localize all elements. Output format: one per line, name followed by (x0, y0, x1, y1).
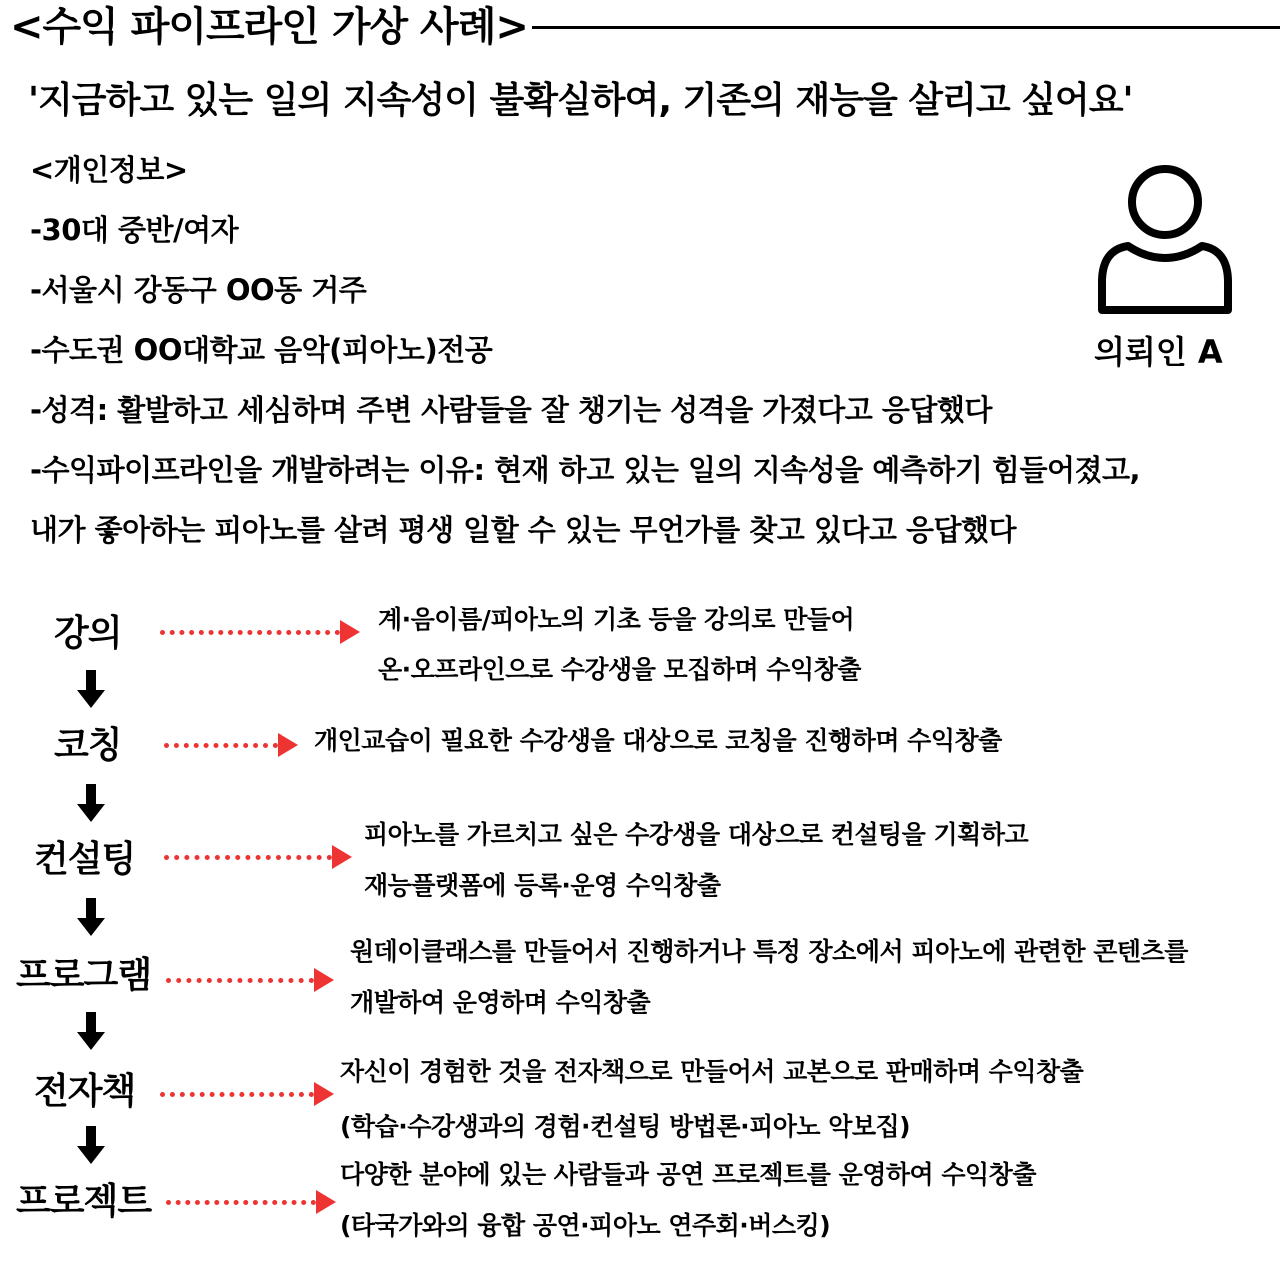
dotted-arrow-line (160, 1092, 314, 1097)
arrow-right-icon (340, 620, 360, 644)
info-personality: -성격: 활발하고 세심하며 주변 사람들을 잘 챙기는 성격을 가졌다고 응답했다 (30, 393, 992, 427)
step-label-ebook: 전자책 (34, 1071, 136, 1112)
info-location: -서울시 강동구 OO동 거주 (30, 273, 367, 307)
info-reason-line-2: 내가 좋아하는 피아노를 살려 평생 일할 수 있는 무언가를 찾고 있다고 응답했다 (30, 513, 1017, 547)
arrow-down-icon (76, 1126, 106, 1166)
person-icon (1088, 162, 1242, 330)
arrow-down-icon (76, 670, 106, 710)
dotted-arrow-line (166, 978, 314, 983)
info-education: -수도권 OO대학교 음악(피아노)전공 (30, 333, 493, 367)
dotted-arrow-line (164, 743, 278, 748)
arrow-down-icon (76, 898, 106, 938)
arrow-right-icon (278, 733, 298, 757)
step-desc-line: 자신이 경험한 것을 전자책으로 만들어서 교본으로 판매하며 수익창출 (340, 1057, 1084, 1086)
info-reason-line-1: -수익파이프라인을 개발하려는 이유: 현재 하고 있는 일의 지속성을 예측하기 힘들어졌고, (30, 453, 1141, 487)
step-label-coaching: 코칭 (54, 725, 122, 766)
step-desc-line: 원데이클래스를 만들어서 진행하거나 특정 장소에서 피아노에 관련한 콘텐츠를 (350, 937, 1188, 966)
arrow-right-icon (332, 845, 352, 869)
client-label: 의뢰인 A (1094, 333, 1223, 371)
step-desc-line: 재능플랫폼에 등록·운영 수익창출 (364, 871, 721, 900)
dotted-arrow-line (166, 1200, 316, 1205)
client-quote: '지금하고 있는 일의 지속성이 불확실하여, 기존의 재능을 살리고 싶어요' (28, 80, 1133, 121)
title-divider (532, 26, 1280, 29)
arrow-down-icon (76, 1012, 106, 1052)
arrow-right-icon (316, 1190, 336, 1214)
info-age-gender: -30대 중반/여자 (30, 213, 239, 247)
step-desc-line: 피아노를 가르치고 싶은 수강생을 대상으로 컨설팅을 기획하고 (364, 820, 1029, 849)
dotted-arrow-line (164, 855, 332, 860)
arrow-right-icon (314, 1082, 334, 1106)
page-title: <수익 파이프라인 가상 사례> (10, 4, 528, 50)
step-desc-line: 개발하여 운영하며 수익창출 (350, 988, 651, 1017)
step-desc-line: (학습·수강생과의 경험·컨설팅 방법론·피아노 악보집) (340, 1112, 911, 1141)
personal-info-heading: <개인정보> (30, 153, 188, 187)
step-desc-line: 온·오프라인으로 수강생을 모집하며 수익창출 (378, 655, 861, 684)
step-desc-line: 다양한 분야에 있는 사람들과 공연 프로젝트를 운영하여 수익창출 (340, 1160, 1036, 1189)
step-desc-line: (타국가와의 융합 공연·피아노 연주회·버스킹) (340, 1211, 831, 1240)
step-label-consulting: 컨설팅 (34, 839, 136, 880)
step-label-program: 프로그램 (16, 955, 152, 996)
dotted-arrow-line (160, 630, 340, 635)
step-label-project: 프로젝트 (16, 1181, 152, 1222)
arrow-down-icon (76, 784, 106, 824)
step-desc-line: 계·음이름/피아노의 기초 등을 강의로 만들어 (378, 605, 855, 634)
arrow-right-icon (314, 968, 334, 992)
step-desc-line: 개인교습이 필요한 수강생을 대상으로 코칭을 진행하며 수익창출 (314, 726, 1002, 755)
step-label-lecture: 강의 (54, 613, 122, 654)
